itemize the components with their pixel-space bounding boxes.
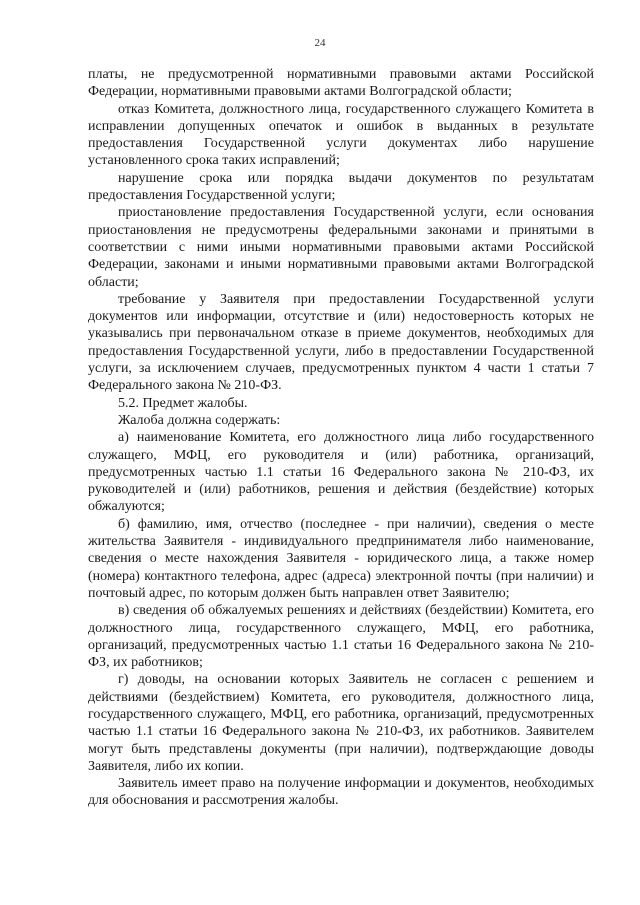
paragraph-continuation: платы, не предусмотренной нормативными правовыми актами Российской Федерации, нормативными правовыми актами Волгоградской области; — [88, 67, 594, 100]
paragraph: нарушение срока или порядка выдачи документов по результатам предоставления Государственной услуги; — [88, 170, 594, 204]
paragraph: Заявитель имеет право на получение информации и документов, необходимых для обоснования и рассмотрения жалобы. — [88, 776, 594, 809]
list-item: б) фамилию, имя, отчество (последнее - при наличии), сведения о месте жительства Заявителя - индивидуального предпринимателя либо наименование, сведения о месте нахождения Заявителя - юридического лица, а также номер (номера) контактного телефона, адрес (адреса) электронной почты (при наличии) и почтовый адрес, по которым должен быть направлен ответ Заявителю; — [88, 516, 594, 601]
section-heading: 5.2. Предмет жалобы. — [118, 395, 248, 411]
list-item: в) сведения об обжалуемых решениях и действиях (бездействии) Комитета, его должностного лица, государственного служащего, МФЦ, его работника, организаций, предусмотренных частью 1.1 статьи 16 Федерального закона № 210-ФЗ, их работников; — [88, 603, 594, 671]
paragraph: приостановление предоставления Государственной услуги, если основания приостановления не предусмотрены федеральными законами и принятыми в соответствии с ними иными нормативными правовыми актами Российской Федерации, законами и иными нормативными правовыми актами Волгоградской области; — [88, 205, 594, 290]
document-body — [88, 66, 594, 810]
paragraph: отказ Комитета, должностного лица, государственного служащего Комитета в исправлении допущенных опечаток и ошибок в выданных в результате предоставления Государственной услуги документах либо нарушение установленного срока таких исправлений; — [88, 101, 594, 169]
paragraph: Жалоба должна содержать: — [118, 412, 281, 428]
paragraph: требование у Заявителя при предоставлении Государственной услуги документов или информации, отсутствие и (или) недостоверность которых не указывались при первоначальном отказе в приеме документов, необходимых для предоставления Государственной услуги, либо в предоставлении Государственной услуги, за исключением случаев, предусмотренных пунктом 4 части 1 статьи 7 Федерального закона № 210-ФЗ. — [88, 291, 594, 394]
list-item: а) наименование Комитета, его должностного лица либо государственного служащего, МФЦ, его руководителя и (или) работника, организаций, предусмотренных частью 1.1 статьи 16 Федерального закона № 210-ФЗ, их руководителей и (или) работников, решения и действия (бездействие) которых обжалуются; — [88, 430, 594, 515]
list-item: г) доводы, на основании которых Заявитель не согласен с решением и действиями (бездействием) Комитета, его руководителя, должностного лица, государственного служащего, МФЦ, его работника, организаций, предусмотренных частью 1.1 статьи 16 Федерального закона № 210-ФЗ, их работников. Заявителем могут быть представлены документы (при наличии), подтверждающие доводы Заявителя, либо их копии. — [88, 672, 594, 774]
page-number: 24 — [314, 37, 326, 49]
